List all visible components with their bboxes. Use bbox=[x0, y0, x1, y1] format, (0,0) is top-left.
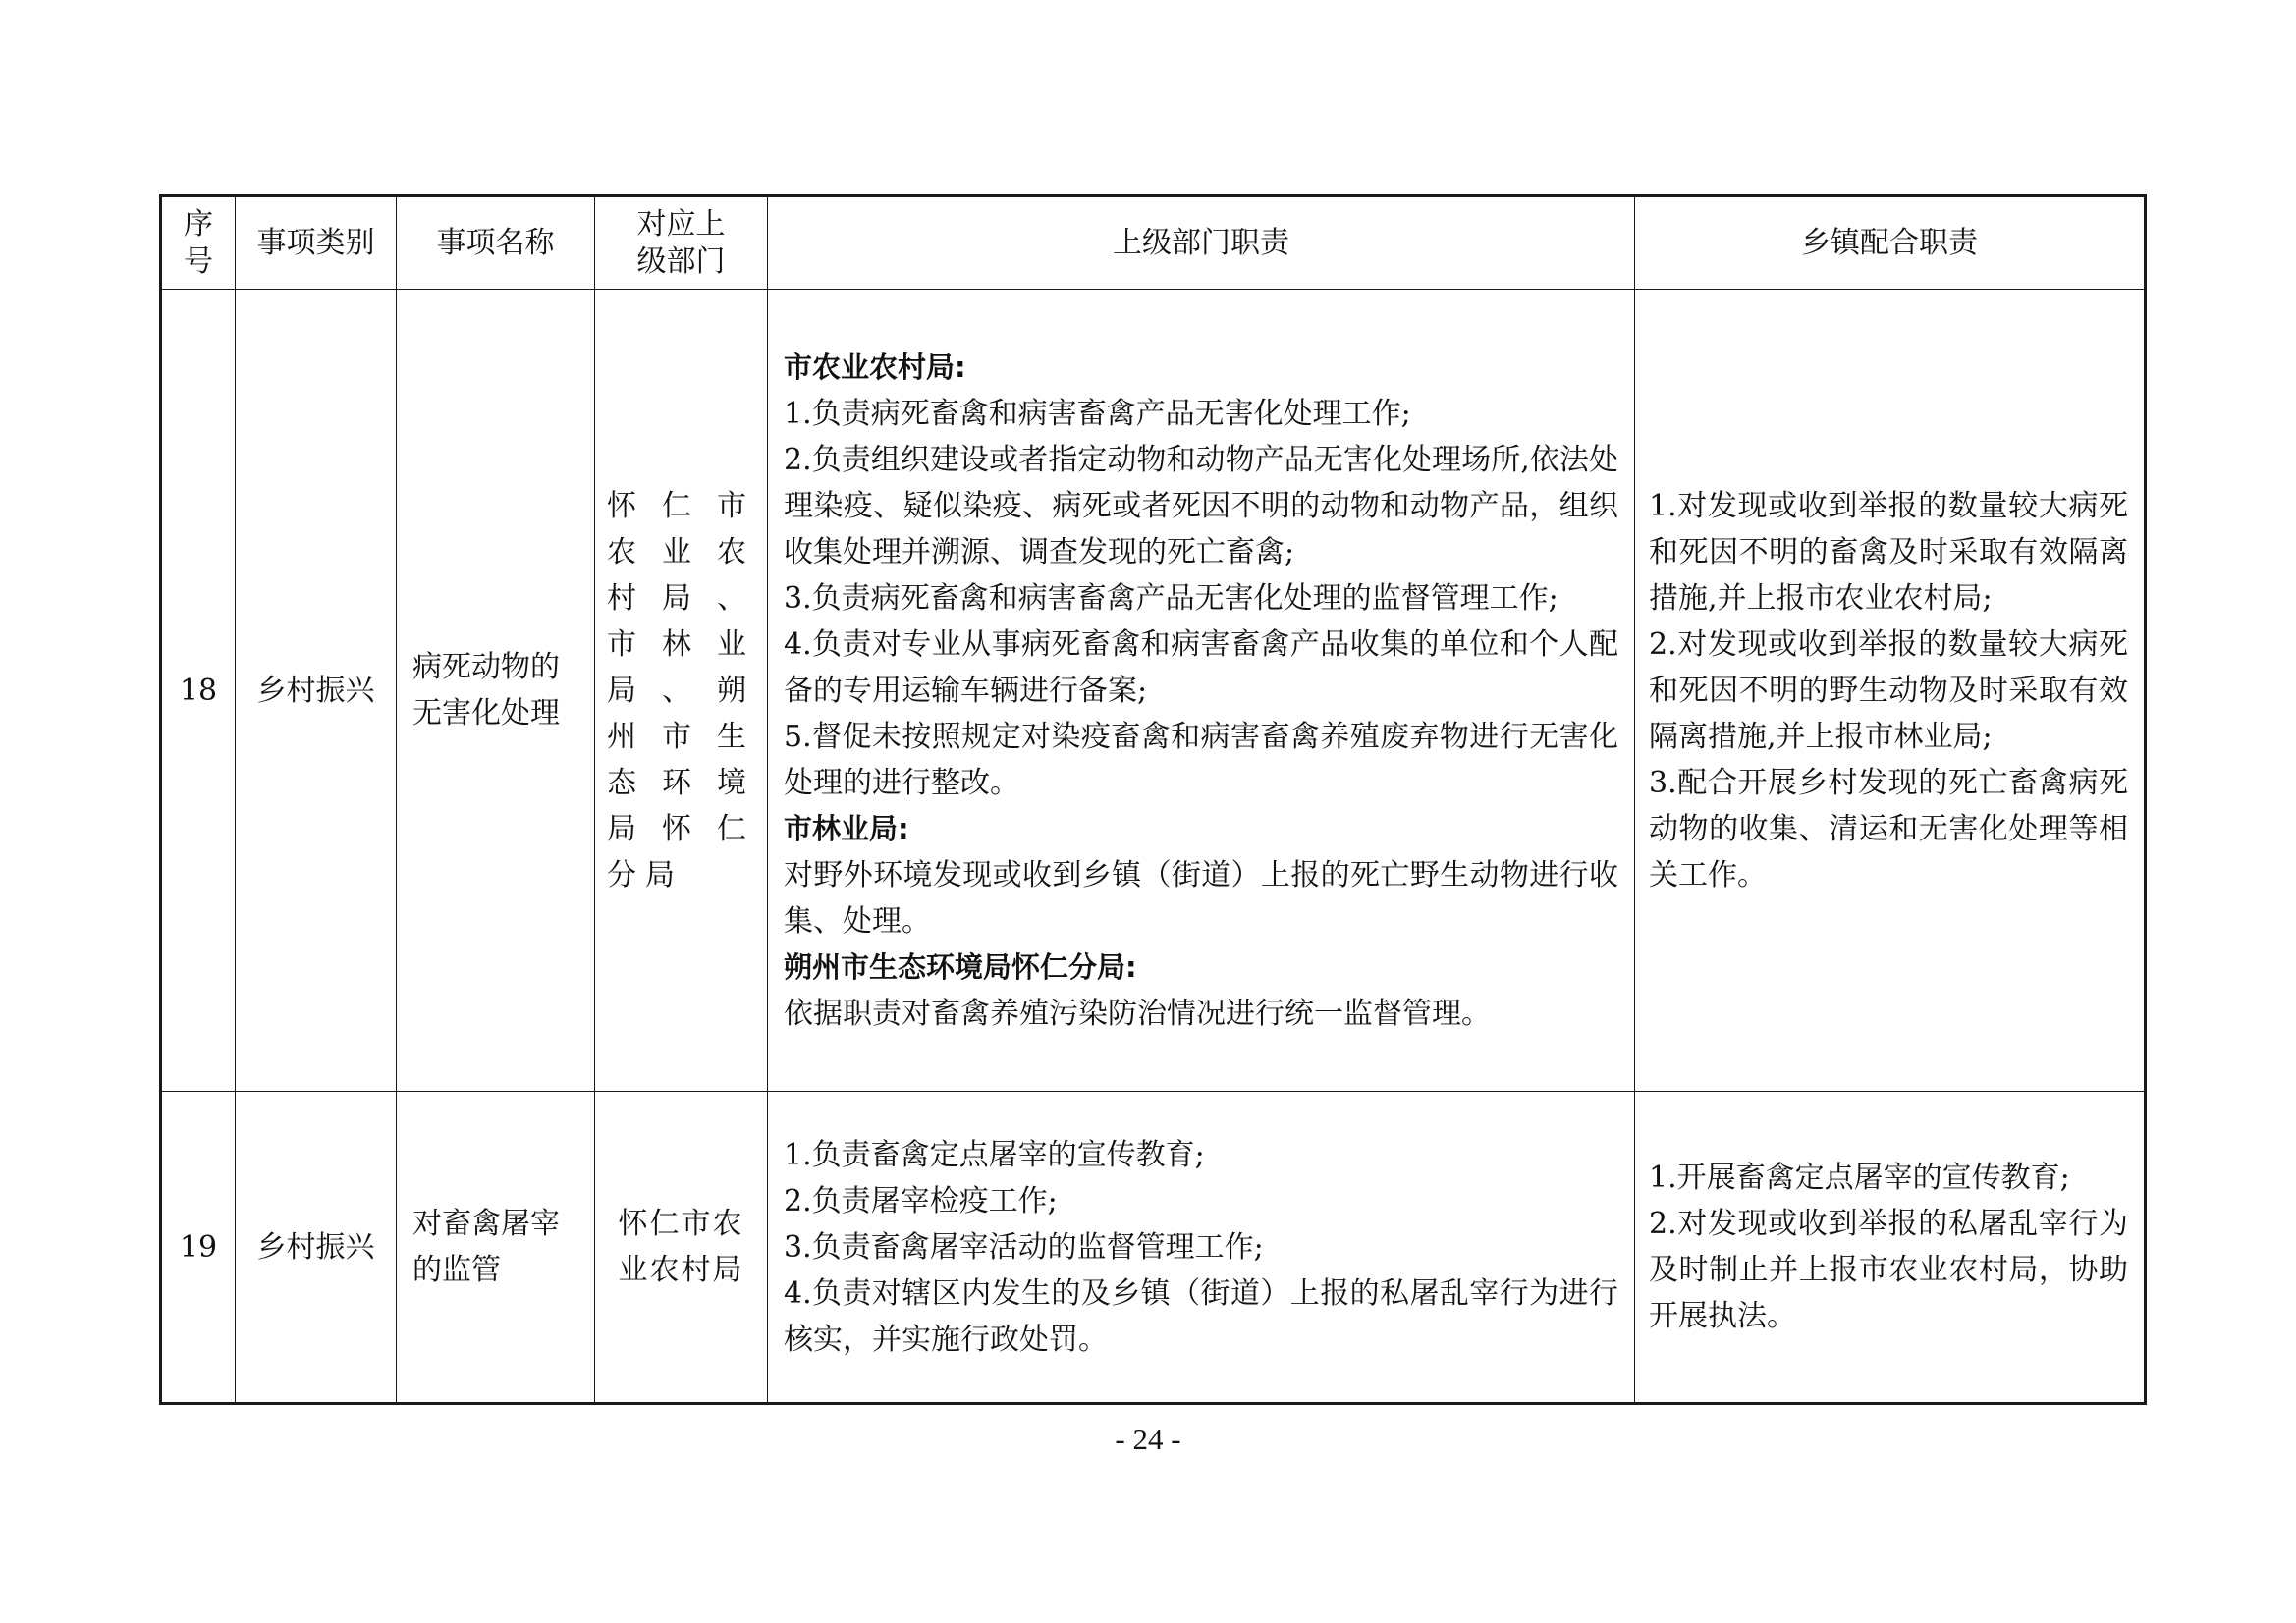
row-upper-duty bbox=[768, 1092, 1635, 1404]
row-upper-duty bbox=[768, 290, 1635, 1092]
header-town-duty: 乡镇配合职责 bbox=[1635, 196, 2146, 290]
org-label: 市农业农村局: bbox=[784, 350, 966, 384]
row-town-duty bbox=[1635, 1092, 2146, 1404]
header-dept: 对应上级部门 bbox=[595, 196, 768, 290]
duty-item: 依据职责对畜禽养殖污染防治情况进行统一监督管理。 bbox=[784, 996, 1491, 1031]
table-row bbox=[161, 1092, 2146, 1404]
org-label: 市林业局: bbox=[784, 811, 909, 845]
row-category: 乡村振兴 bbox=[236, 1092, 397, 1404]
org-label: 朔州市生态环境局怀仁分局: bbox=[784, 949, 1137, 984]
header-upper-duty: 上级部门职责 bbox=[768, 196, 1635, 290]
dept-text: 怀仁市农业农村局 bbox=[618, 1207, 744, 1287]
town-duty-item: 3.配合开展乡村发现的死亡畜禽病死动物的收集、清运和无害化处理等相关工作。 bbox=[1649, 765, 2128, 893]
duty-table bbox=[159, 194, 2147, 1405]
duty-item: 1.负责畜禽定点屠宰的宣传教育; bbox=[784, 1137, 1205, 1172]
town-duty-item: 2.对发现或收到举报的数量较大病死和死因不明的野生动物及时采取有效隔离措施,并上报市林业局; bbox=[1649, 626, 2128, 754]
duty-item: 4.负责对辖区内发生的及乡镇（街道）上报的私屠乱宰行为进行核实，并实施行政处罚。 bbox=[784, 1275, 1618, 1357]
header-category: 事项类别 bbox=[236, 196, 397, 290]
table-row bbox=[161, 290, 2146, 1092]
duty-item: 3.负责病死畜禽和病害畜禽产品无害化处理的监督管理工作; bbox=[784, 580, 1558, 616]
table-header-row bbox=[161, 196, 2146, 290]
page-number: - 24 - bbox=[1115, 1422, 1181, 1456]
town-duty-item: 1.对发现或收到举报的数量较大病死和死因不明的畜禽及时采取有效隔离措施,并上报市农业农村局; bbox=[1649, 488, 2128, 616]
duty-item: 对野外环境发现或收到乡镇（街道）上报的死亡野生动物进行收集、处理。 bbox=[784, 857, 1618, 939]
header-seq: 序号 bbox=[161, 196, 236, 290]
duty-item: 2.负责组织建设或者指定动物和动物产品无害化处理场所,依法处理染疫、疑似染疫、病死或者死因不明的动物和动物产品，组织收集处理并溯源、调查发现的死亡畜禽; bbox=[784, 442, 1618, 569]
duty-item: 1.负责病死畜禽和病害畜禽产品无害化处理工作; bbox=[784, 396, 1411, 431]
row-seq: 19 bbox=[161, 1092, 236, 1404]
row-item-name: 病死动物的无害化处理 bbox=[397, 290, 595, 1092]
duty-item: 2.负责屠宰检疫工作; bbox=[784, 1183, 1058, 1218]
row-dept bbox=[595, 290, 768, 1092]
town-duty-item: 1.开展畜禽定点屠宰的宣传教育; bbox=[1649, 1161, 2070, 1195]
duty-item: 3.负责畜禽屠宰活动的监督管理工作; bbox=[784, 1229, 1264, 1265]
duty-item: 5.督促未按照规定对染疫畜禽和病害畜禽养殖废弃物进行无害化处理的进行整改。 bbox=[784, 719, 1618, 800]
row-seq: 18 bbox=[161, 290, 236, 1092]
row-town-duty bbox=[1635, 290, 2146, 1092]
dept-text: 怀仁市农业农村局、市林业局、朔州市生态环境局怀仁分局 bbox=[607, 488, 755, 893]
town-duty-item: 2.对发现或收到举报的私屠乱宰行为及时制止并上报市农业农村局，协助开展执法。 bbox=[1649, 1207, 2128, 1333]
row-item-name: 对畜禽屠宰的监管 bbox=[397, 1092, 595, 1404]
duty-item: 4.负责对专业从事病死畜禽和病害畜禽产品收集的单位和个人配备的专用运输车辆进行备案; bbox=[784, 626, 1618, 708]
header-item-name: 事项名称 bbox=[397, 196, 595, 290]
row-dept bbox=[595, 1092, 768, 1404]
row-category: 乡村振兴 bbox=[236, 290, 397, 1092]
